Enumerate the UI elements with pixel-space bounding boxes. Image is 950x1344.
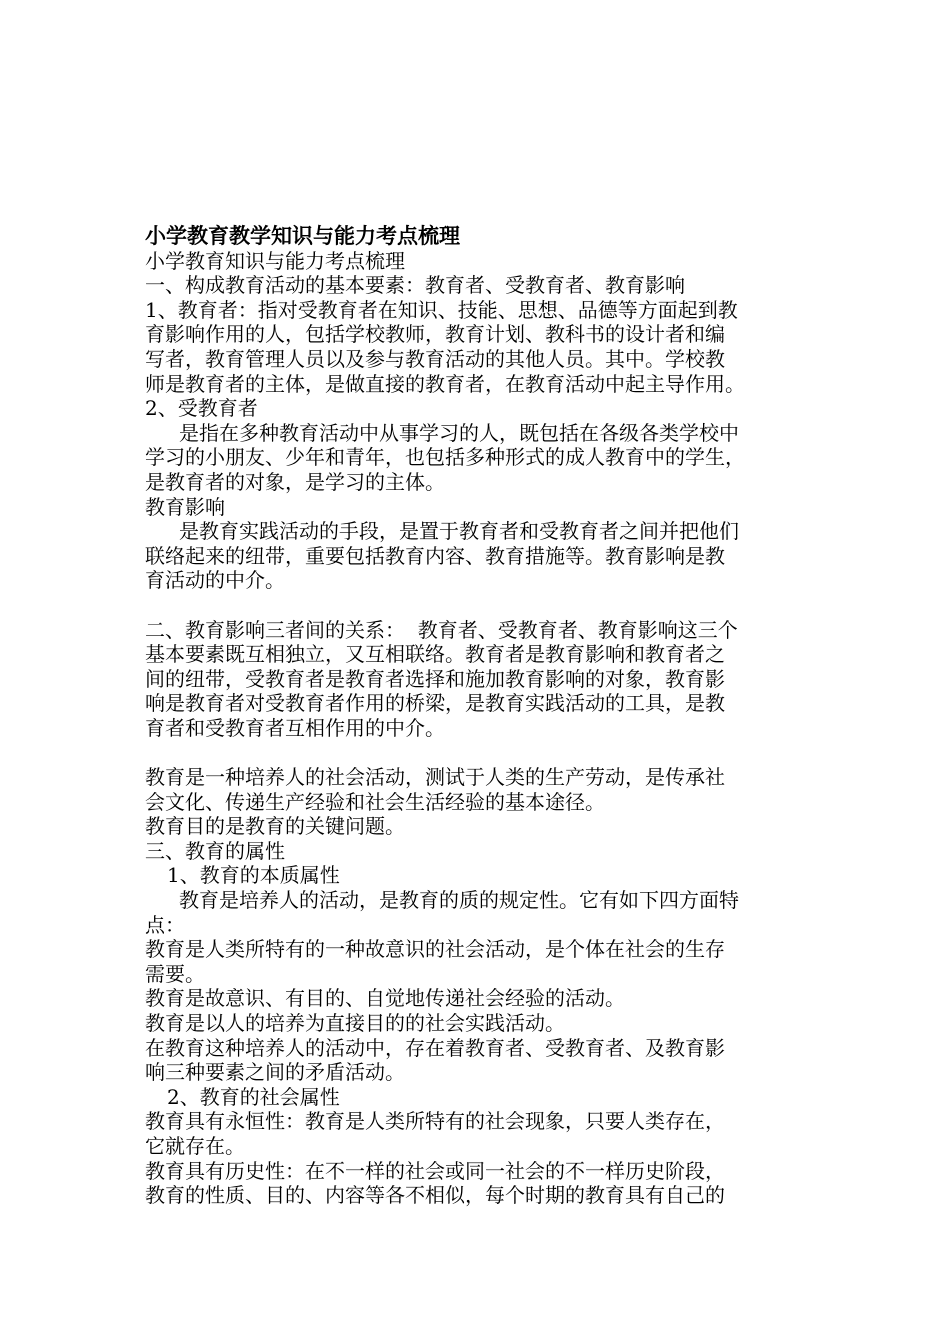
paragraph-line: 教育目的是教育的关键问题。 <box>145 814 405 839</box>
paragraph-line: 间的纽带，受教育者是教育者选择和施加教育影响的对象，教育影 <box>145 666 725 691</box>
subheading-line: 2、受教育者 <box>145 396 258 421</box>
paragraph-line: 1、教育者：指对受教育者在知识、技能、思想、品德等方面起到教 <box>145 297 738 322</box>
paragraph-line: 基本要素既互相独立，又互相联络。教育者是教育影响和教育者之 <box>145 642 725 667</box>
paragraph-line: 教育是培养人的活动，是教育的质的规定性。它有如下四方面特 <box>179 888 739 913</box>
paragraph-line: 师是教育者的主体，是做直接的教育者，在教育活动中起主导作用。 <box>145 371 745 396</box>
section-heading-2: 二、教育影响三者间的关系： 教育者、受教育者、教育影响这三个 <box>145 617 738 642</box>
section-heading-3: 三、教育的属性 <box>145 838 285 863</box>
subheading-line: 1、教育的本质属性 <box>167 863 340 888</box>
blank-line <box>145 593 811 618</box>
document-body <box>145 224 811 1208</box>
paragraph-line: 会文化、传递生产经验和社会生活经验的基本途径。 <box>145 789 605 814</box>
paragraph-line: 教育具有历史性：在不一样的社会或同一社会的不一样历史阶段， <box>145 1158 725 1183</box>
subtitle-line: 小学教育知识与能力考点梳理 <box>145 248 405 273</box>
document-title: 小学教育教学知识与能力考点梳理 <box>145 223 460 248</box>
paragraph-line: 需要。 <box>145 961 205 986</box>
subheading-line: 2、教育的社会属性 <box>167 1084 340 1109</box>
paragraph-line: 学习的小朋友、少年和青年，也包括多种形式的成人教育中的学生， <box>145 445 745 470</box>
paragraph-line: 联络起来的纽带，重要包括教育内容、教育措施等。教育影响是教 <box>145 543 725 568</box>
paragraph-line: 在教育这种培养人的活动中，存在着教育者、受教育者、及教育影 <box>145 1035 725 1060</box>
paragraph-line: 它就存在。 <box>145 1133 245 1158</box>
paragraph-line: 点： <box>145 912 185 937</box>
paragraph-line: 教育是人类所特有的一种故意识的社会活动，是个体在社会的生存 <box>145 937 725 962</box>
paragraph-line: 教育是故意识、有目的、自觉地传递社会经验的活动。 <box>145 986 625 1011</box>
paragraph-line: 是教育实践活动的手段，是置于教育者和受教育者之间并把他们 <box>179 519 739 544</box>
paragraph-line: 育影响作用的人，包括学校教师，教育计划、教科书的设计者和编 <box>145 322 725 347</box>
paragraph-line: 育者和受教育者互相作用的中介。 <box>145 715 445 740</box>
subheading-line: 教育影响 <box>145 494 225 519</box>
paragraph-line: 响三种要素之间的矛盾活动。 <box>145 1060 405 1085</box>
paragraph-line: 教育是以人的培养为直接目的的社会实践活动。 <box>145 1011 565 1035</box>
paragraph-line: 写者，教育管理人员以及参与教育活动的其他人员。其中。学校教 <box>145 346 725 371</box>
paragraph-line: 响是教育者对受教育者作用的桥梁，是教育实践活动的工具，是教 <box>145 691 725 716</box>
blank-line <box>145 740 811 765</box>
paragraph-line: 是教育者的对象，是学习的主体。 <box>145 469 445 494</box>
paragraph-line: 教育具有永恒性：教育是人类所特有的社会现象，只要人类存在， <box>145 1109 725 1134</box>
section-heading-1: 一、构成教育活动的基本要素：教育者、受教育者、教育影响 <box>145 273 685 298</box>
paragraph-line: 育活动的中介。 <box>145 568 285 593</box>
paragraph-line: 教育是一种培养人的社会活动，测试于人类的生产劳动，是传承社 <box>145 765 725 790</box>
paragraph-line: 是指在多种教育活动中从事学习的人，既包括在各级各类学校中 <box>179 420 739 445</box>
paragraph-line: 教育的性质、目的、内容等各不相似，每个时期的教育具有自己的 <box>145 1183 725 1208</box>
